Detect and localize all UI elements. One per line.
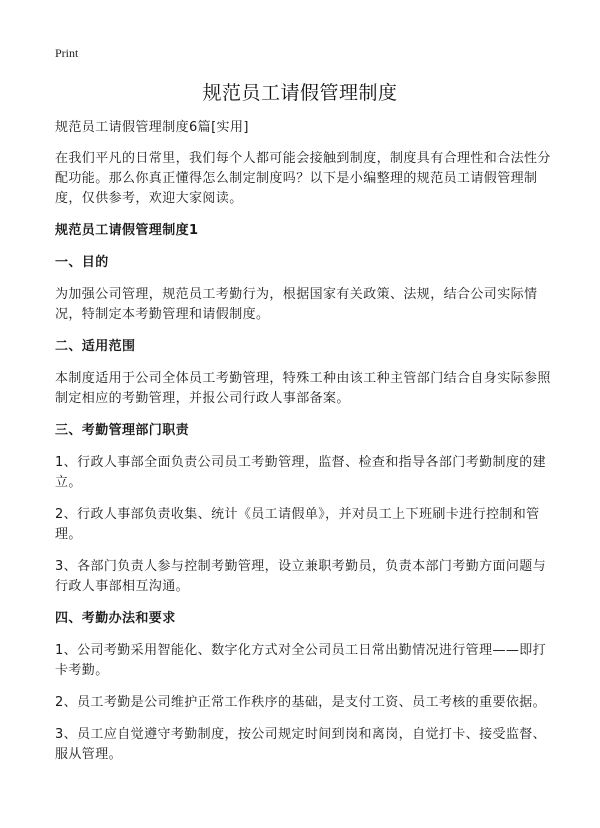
document-subtitle: 规范员工请假管理制度6篇[实用] (55, 120, 249, 135)
paragraph: 1、公司考勤采用智能化、数字化方式对全公司员工日常出勤情况进行管理——即打卡考勤。 (55, 643, 547, 678)
paragraph: 为加强公司管理，规范员工考勤行为，根据国家有关政策、法规，结合公司实际情况，特制定本考勤管理和请假制度。 (55, 287, 538, 322)
section-title: 规范员工请假管理制度1 (55, 223, 199, 238)
page-title: 规范员工请假管理制度 (202, 82, 398, 104)
paragraph: 本制度适用于公司全体员工考勤管理，特殊工种由该工种主管部门结合自身实际参照制定相应的考勤管理，并报公司行政人事部备案。 (55, 371, 551, 406)
paragraph: 3、各部门负责人参与控制考勤管理，设立兼职考勤员，负责本部门考勤方面问题与行政人事部相互沟通。 (55, 559, 547, 594)
heading-responsibilities: 三、考勤管理部门职责 (55, 423, 190, 438)
heading-purpose: 一、目的 (55, 255, 109, 270)
paragraph: 2、员工考勤是公司维护正常工作秩序的基础，是支付工资、员工考核的重要依据。 (55, 695, 547, 710)
paragraph: 3、员工应自觉遵守考勤制度，按公司规定时间到岗和离岗，自觉打卡、接受监督、服从管理。 (55, 727, 547, 762)
paragraph: 1、行政人事部全面负责公司员工考勤管理，监督、检查和指导各部门考勤制度的建立。 (55, 455, 547, 490)
document-body (55, 118, 555, 777)
print-link[interactable]: Print (55, 46, 79, 60)
intro-paragraph: 在我们平凡的日常里，我们每个人都可能会接触到制度，制度具有合理性和合法性分配功能。那么你真正懂得怎么制定制度吗？以下是小编整理的规范员工请假管理制度，仅供参考，欢迎大家阅读。 (55, 151, 551, 206)
heading-scope: 二、适用范围 (55, 339, 136, 354)
heading-methods: 四、考勤办法和要求 (55, 611, 176, 626)
paragraph: 2、行政人事部负责收集、统计《员工请假单》，并对员工上下班刷卡进行控制和管理。 (55, 507, 540, 542)
